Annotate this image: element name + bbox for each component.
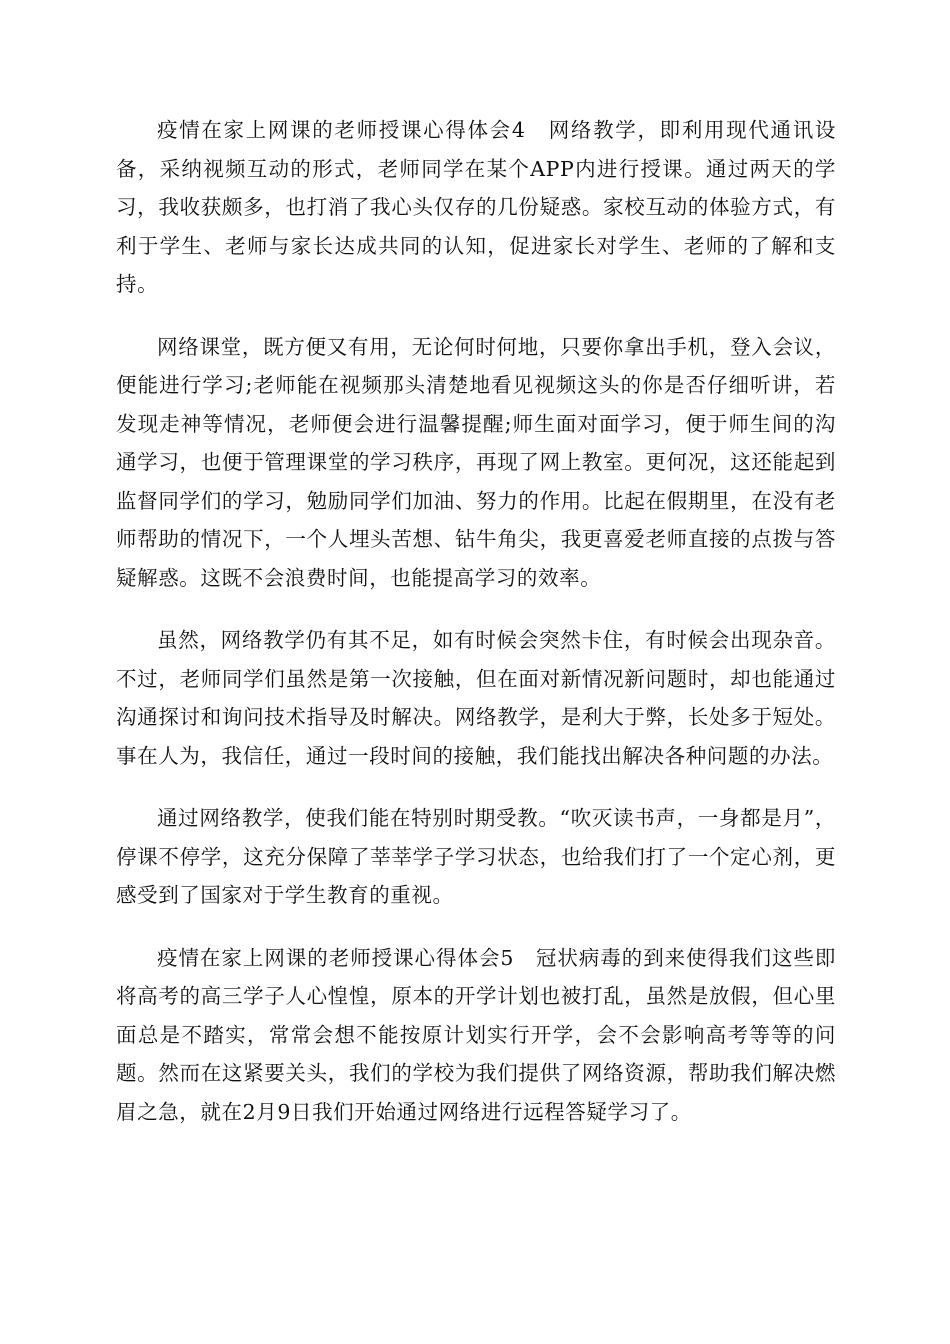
paragraph-5: 疫情在家上网课的老师授课心得体会5 冠状病毒的到来使得我们这些即将高考的高三学子人心惶惶，原本的开学计划也被打乱，虽然是放假，但心里面总是不踏实，常常会想不能按原计划实行开学，会不会影响高考等等的问题。然而在这紧要关头，我们的学校为我们提供了网络资源，帮助我们解决燃眉之急，就在2月9日我们开始通过网络进行远程答疑学习了。 xyxy=(116,945,836,1124)
document-body xyxy=(116,111,836,1155)
paragraph-3: 虽然，网络教学仍有其不足，如有时候会突然卡住，有时候会出现杂音。不过，老师同学们虽然是第一次接触，但在面对新情况新问题时，却也能通过沟通探讨和询问技术指导及时解决。网络教学，是利大于弊，长处多于短处。事在人为，我信任，通过一段时间的接触，我们能找出解决各种问题的办法。 xyxy=(116,628,836,768)
paragraph-4: 通过网络教学，使我们能在特别时期受教。“吹灭读书声，一身都是月”，停课不停学，这充分保障了莘莘学子学习状态，也给我们打了一个定心剂，更感受到了国家对于学生教育的重视。 xyxy=(116,806,836,907)
paragraph-1: 疫情在家上网课的老师授课心得体会4 网络教学，即利用现代通讯设备，采纳视频互动的形式，老师同学在某个APP内进行授课。通过两天的学习，我收获颇多，也打消了我心头仅存的几份疑惑。家校互动的体验方式，有利于学生、老师与家长达成共同的认知，促进家长对学生、老师的了解和支持。 xyxy=(116,118,836,296)
paragraph-2: 网络课堂，既方便又有用，无论何时何地，只要你拿出手机，登入会议，便能进行学习;老师能在视频那头清楚地看见视频这头的你是否仔细听讲，若发现走神等情况，老师便会进行温馨提醒;师生面对面学习，便于师生间的沟通学习，也便于管理课堂的学习秩序，再现了网上教室。更何况，这还能起到监督同学们的学习，勉励同学们加油、努力的作用。比起在假期里，在没有老师帮助的情况下，一个人埋头苦想、钻牛角尖，我更喜爱老师直接的点拨与答疑解惑。这既不会浪费时间，也能提高学习的效率。 xyxy=(116,334,836,590)
